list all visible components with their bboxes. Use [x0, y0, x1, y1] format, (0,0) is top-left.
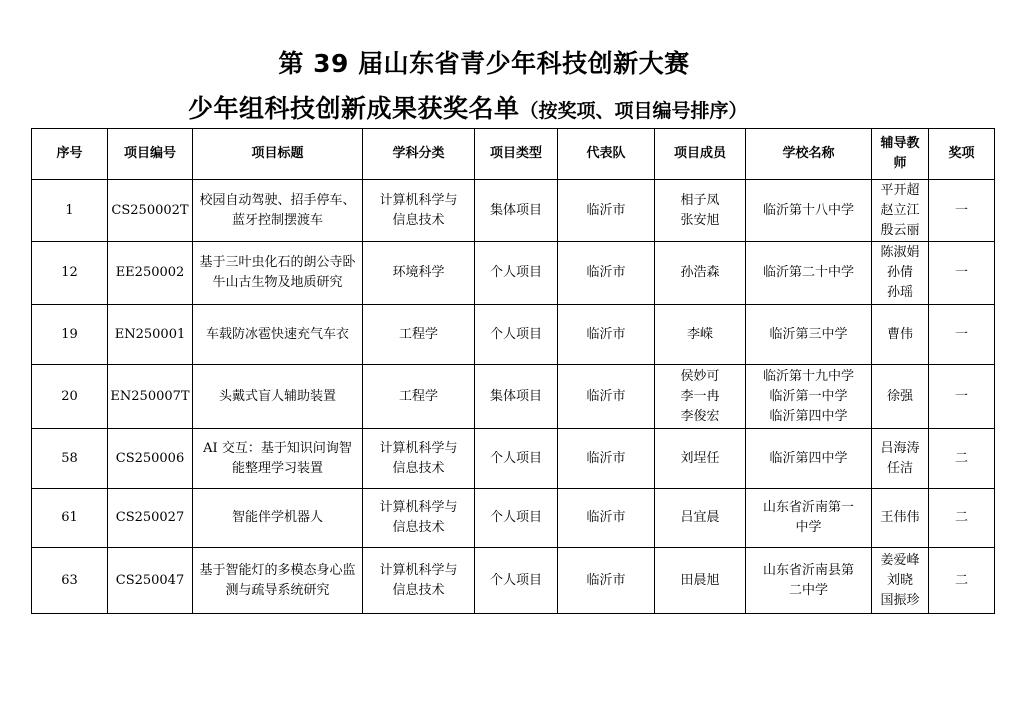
cell-serial: 1 — [32, 180, 108, 242]
cell-award: 二 — [929, 548, 995, 614]
cell-project-type: 个人项目 — [475, 429, 558, 489]
cell-subject: 工程学 — [363, 305, 475, 365]
cell-subject: 工程学 — [363, 365, 475, 429]
cell-school: 临沂第三中学 — [746, 305, 872, 365]
cell-project-title: AI 交互：基于知识问询智能整理学习装置 — [193, 429, 363, 489]
column-header: 奖项 — [929, 129, 995, 180]
cell-subject: 计算机科学与 信息技术 — [363, 489, 475, 548]
table-row — [32, 242, 995, 305]
cell-teachers: 陈淑娟 孙倩 孙瑶 — [872, 242, 929, 305]
cell-project-code: CS250002T — [108, 180, 193, 242]
table-row — [32, 305, 995, 365]
subtitle-main: 少年组科技创新成果获奖名单 — [188, 94, 520, 123]
column-header: 项目成员 — [655, 129, 746, 180]
cell-project-type: 个人项目 — [475, 305, 558, 365]
cell-project-type: 个人项目 — [475, 548, 558, 614]
cell-serial: 19 — [32, 305, 108, 365]
table-header-row — [32, 129, 995, 180]
cell-members: 相子凤 张安旭 — [655, 180, 746, 242]
cell-teachers: 徐强 — [872, 365, 929, 429]
cell-project-title: 智能伴学机器人 — [193, 489, 363, 548]
column-header: 学科分类 — [363, 129, 475, 180]
cell-members: 侯妙可 李一冉 李俊宏 — [655, 365, 746, 429]
cell-subject: 环境科学 — [363, 242, 475, 305]
cell-project-type: 个人项目 — [475, 242, 558, 305]
table-row — [32, 429, 995, 489]
cell-award: 一 — [929, 305, 995, 365]
cell-project-title: 头戴式盲人辅助装置 — [193, 365, 363, 429]
table-row — [32, 180, 995, 242]
cell-project-code: EE250002 — [108, 242, 193, 305]
cell-school: 临沂第十九中学 临沂第一中学 临沂第四中学 — [746, 365, 872, 429]
cell-team: 临沂市 — [558, 429, 655, 489]
column-header: 项目类型 — [475, 129, 558, 180]
cell-subject: 计算机科学与 信息技术 — [363, 180, 475, 242]
page-title: 第 39 届山东省青少年科技创新大赛 — [278, 49, 690, 78]
cell-project-code: EN250001 — [108, 305, 193, 365]
cell-members: 孙浩森 — [655, 242, 746, 305]
column-header: 项目编号 — [108, 129, 193, 180]
cell-project-title: 校园自动驾驶、招手停车、蓝牙控制摆渡车 — [193, 180, 363, 242]
cell-team: 临沂市 — [558, 305, 655, 365]
cell-subject: 计算机科学与 信息技术 — [363, 548, 475, 614]
cell-school: 临沂第二十中学 — [746, 242, 872, 305]
column-header: 项目标题 — [193, 129, 363, 180]
cell-teachers: 吕海涛 任洁 — [872, 429, 929, 489]
cell-award: 一 — [929, 365, 995, 429]
page-subtitle — [188, 89, 748, 125]
cell-members: 李嵘 — [655, 305, 746, 365]
cell-teachers: 平开超 赵立江 殷云丽 — [872, 180, 929, 242]
cell-award: 一 — [929, 180, 995, 242]
column-header: 学校名称 — [746, 129, 872, 180]
table-row — [32, 365, 995, 429]
cell-project-type: 集体项目 — [475, 180, 558, 242]
cell-project-type: 集体项目 — [475, 365, 558, 429]
cell-project-code: CS250006 — [108, 429, 193, 489]
cell-school: 山东省沂南县第 二中学 — [746, 548, 872, 614]
cell-members: 田晨旭 — [655, 548, 746, 614]
awards-table — [31, 128, 995, 614]
subtitle-sort-note: （按奖项、项目编号排序） — [519, 100, 748, 122]
cell-serial: 58 — [32, 429, 108, 489]
cell-team: 临沂市 — [558, 489, 655, 548]
cell-serial: 20 — [32, 365, 108, 429]
cell-project-code: CS250047 — [108, 548, 193, 614]
column-header: 序号 — [32, 129, 108, 180]
cell-teachers: 王伟伟 — [872, 489, 929, 548]
cell-members: 刘埕任 — [655, 429, 746, 489]
cell-award: 一 — [929, 242, 995, 305]
column-header: 代表队 — [558, 129, 655, 180]
cell-award: 二 — [929, 429, 995, 489]
cell-school: 临沂第四中学 — [746, 429, 872, 489]
cell-school: 临沂第十八中学 — [746, 180, 872, 242]
table-row — [32, 489, 995, 548]
cell-serial: 12 — [32, 242, 108, 305]
column-header: 辅导教师 — [872, 129, 929, 180]
cell-project-code: CS250027 — [108, 489, 193, 548]
cell-team: 临沂市 — [558, 548, 655, 614]
cell-project-type: 个人项目 — [475, 489, 558, 548]
cell-subject: 计算机科学与 信息技术 — [363, 429, 475, 489]
table-row — [32, 548, 995, 614]
cell-project-code: EN250007T — [108, 365, 193, 429]
cell-serial: 63 — [32, 548, 108, 614]
cell-members: 吕宜晨 — [655, 489, 746, 548]
cell-serial: 61 — [32, 489, 108, 548]
cell-project-title: 车载防冰雹快速充气车衣 — [193, 305, 363, 365]
cell-project-title: 基于智能灯的多模态身心监测与疏导系统研究 — [193, 548, 363, 614]
cell-award: 二 — [929, 489, 995, 548]
cell-project-title: 基于三叶虫化石的朗公寺卧牛山古生物及地质研究 — [193, 242, 363, 305]
cell-teachers: 曹伟 — [872, 305, 929, 365]
cell-team: 临沂市 — [558, 242, 655, 305]
cell-school: 山东省沂南第一 中学 — [746, 489, 872, 548]
cell-team: 临沂市 — [558, 365, 655, 429]
cell-team: 临沂市 — [558, 180, 655, 242]
cell-teachers: 姜爱峰 刘晓 国振珍 — [872, 548, 929, 614]
